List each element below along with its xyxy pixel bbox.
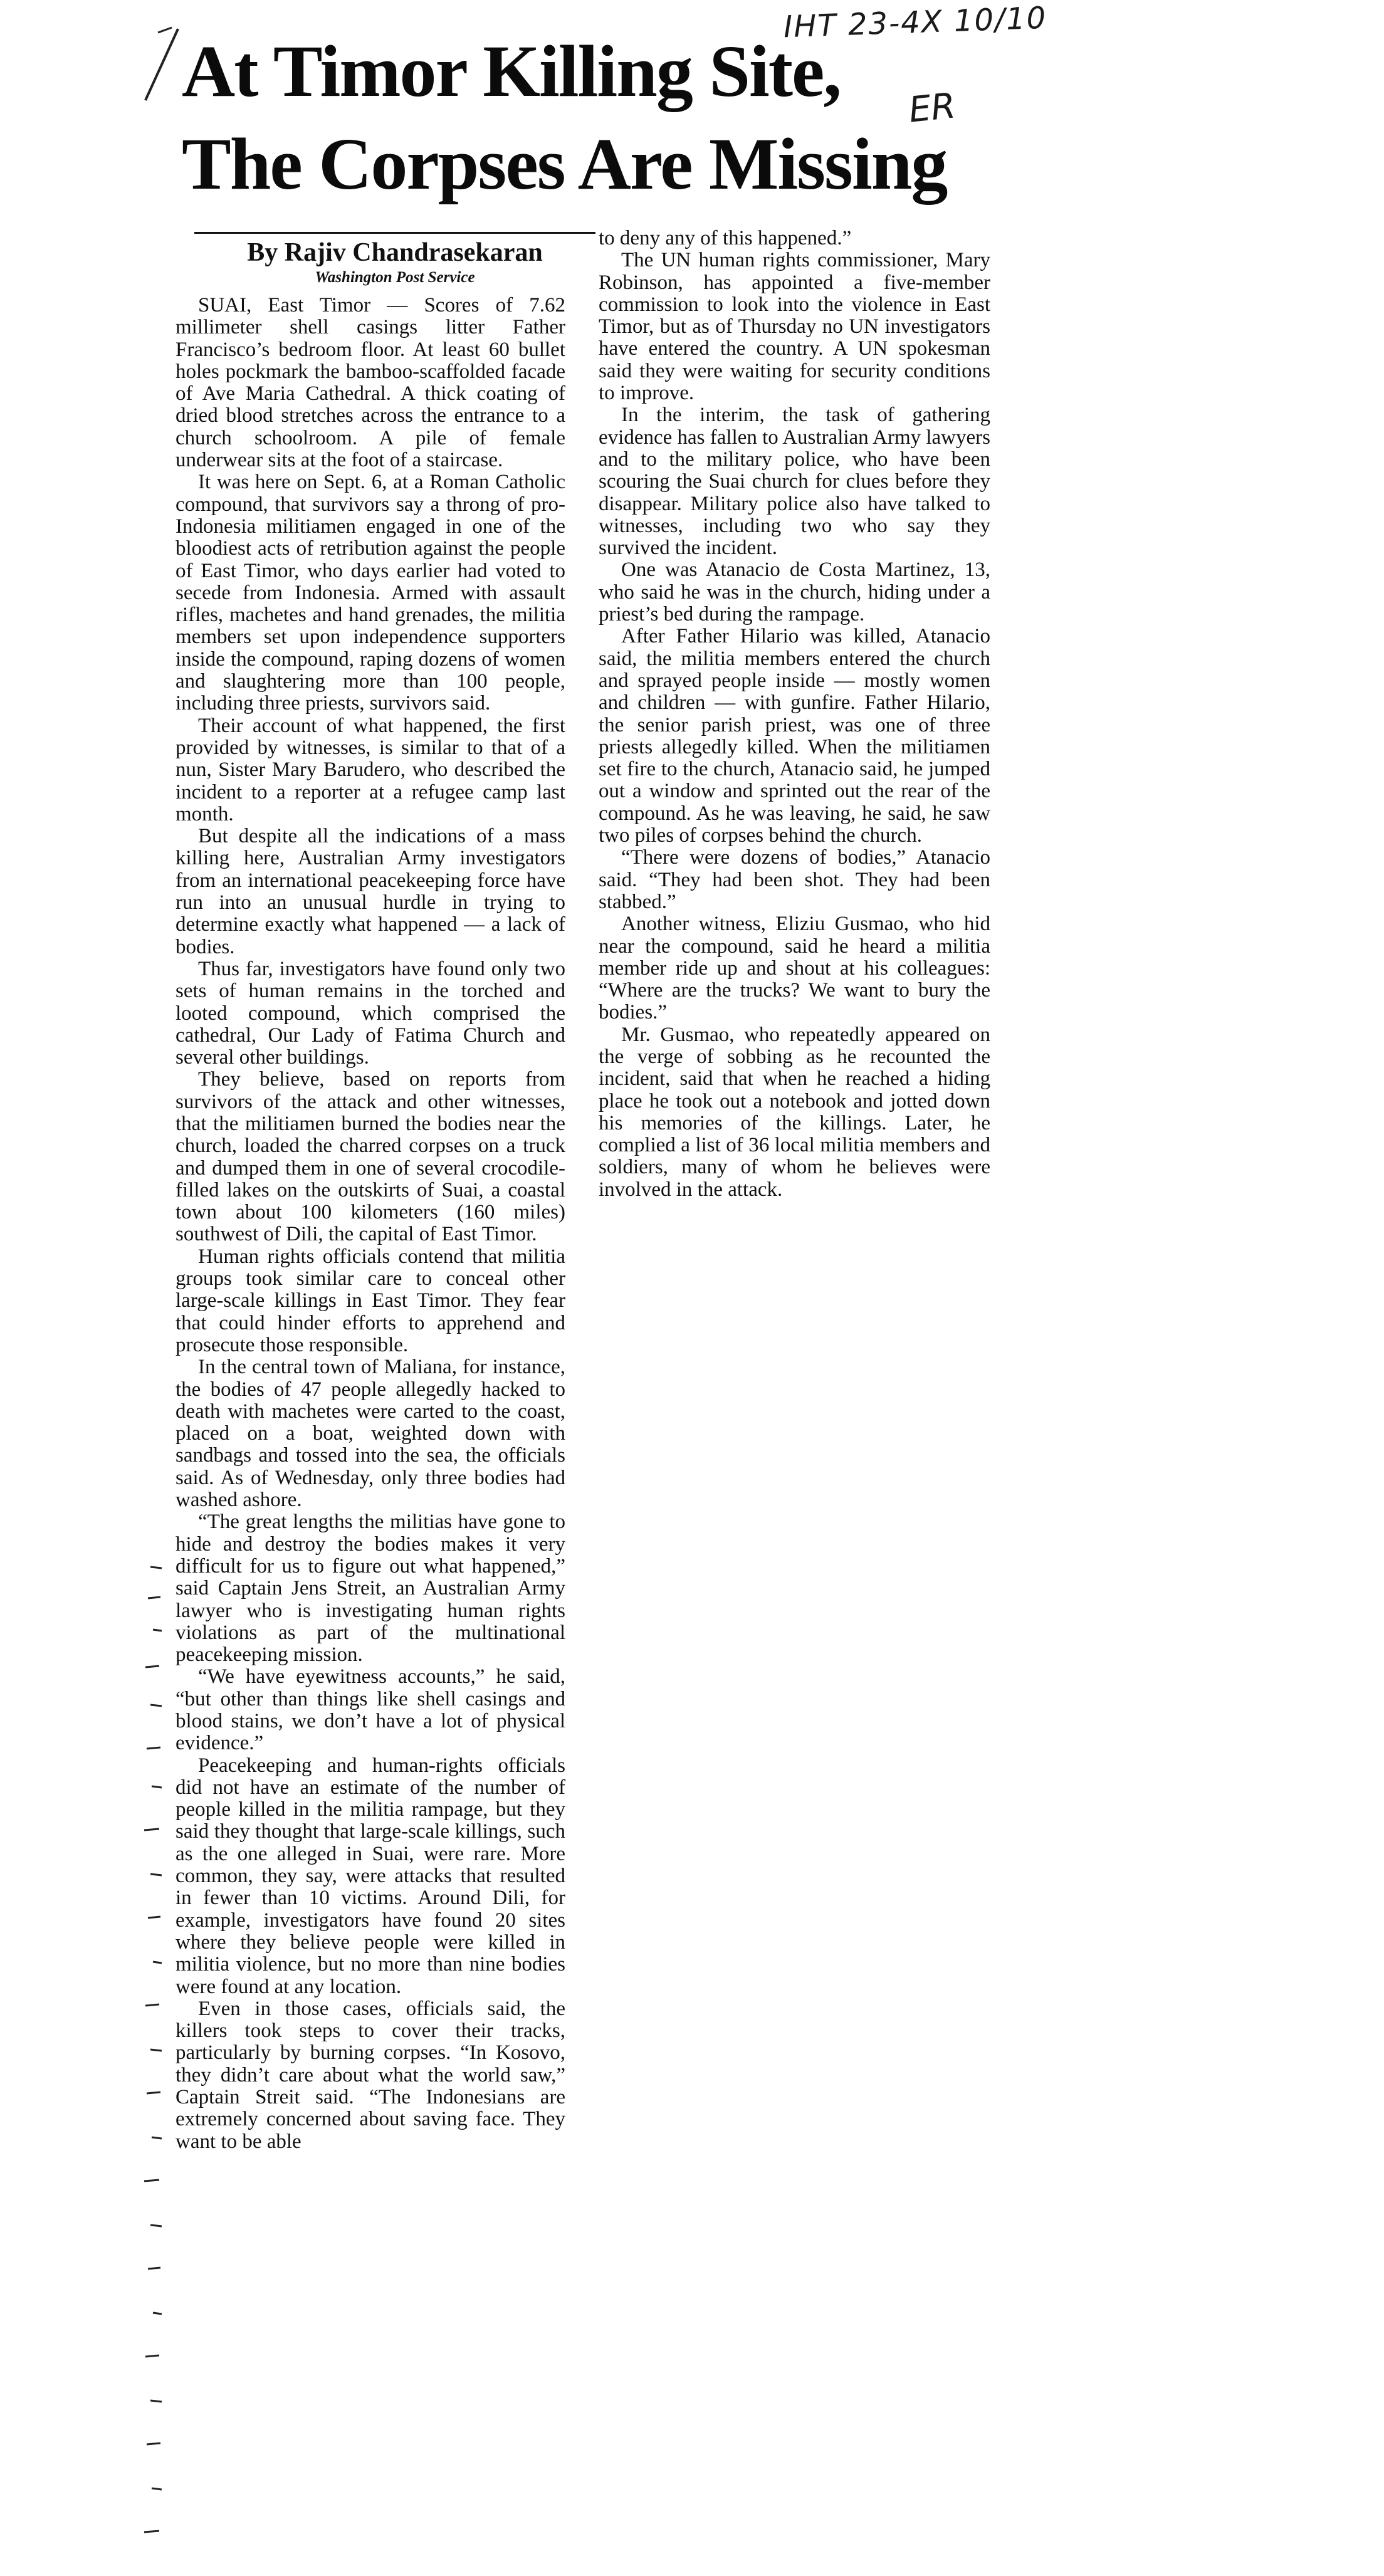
scan-edge-artifacts	[132, 1561, 163, 2563]
paragraph: SUAI, East Timor — Scores of 7.62 millimeter shell casings litter Father Francisco’s bedroom floor. At least 60 bullet holes pockmark the bamboo-scaffolded facade of Ave Maria Cathedral. A thick coating of dried blood stretches across the entrance to a church schoolroom. A pile of female underwear sits at the foot of a staircase.	[176, 294, 565, 472]
paragraph: Peacekeeping and human-rights officials did not have an estimate of the number of people killed in the militia rampage, but they said they thought that large-scale killings, such as the one alleged in Suai, were rare. More common, they say, were attacks that resulted in fewer than 10 victims. Around Dili, for example, investigators have found 20 sites where they believe people were killed in militia violence, but no more than nine bodies were found at any location.	[176, 1754, 565, 1998]
paragraph: Their account of what happened, the first provided by witnesses, is similar to that of a nun, Sister Mary Barudero, who described the incident to a reporter at a refugee camp last month.	[176, 714, 565, 825]
paragraph: The UN human rights commissioner, Mary Robinson, has appointed a five-member commission to look into the violence in East Timor, but as of Thursday no UN investigators have entered the country. A UN spokesman said they were waiting for security conditions to improve.	[599, 249, 990, 405]
paragraph: “The great lengths the militias have gone to hide and destroy the bodies makes it very difficult for us to figure out what happened,” said Captain Jens Streit, an Australian Army lawyer who is investigating human rights violations as part of the multinational peacekeeping mission.	[176, 1511, 565, 1667]
paragraph: One was Atanacio de Costa Martinez, 13, who said he was in the church, hiding under a priest’s bed during the rampage.	[599, 558, 990, 626]
paragraph: In the central town of Maliana, for instance, the bodies of 47 people allegedly hacked to death with machetes were carted to the coast, placed on a boat, weighted down with sandbags and tossed into the sea, the officials said. As of Wednesday, only three bodies had washed ashore.	[176, 1356, 565, 1512]
paragraph: “We have eyewitness accounts,” he said, “but other than things like shell casings and blood stains, we don’t have a lot of physical evidence.”	[176, 1665, 565, 1755]
article-column-right	[599, 228, 990, 1201]
paragraph: In the interim, the task of gathering evidence has fallen to Australian Army lawyers and to the military police, who have been scouring the Suai church for clues before they disappear. Military police also have talked to witnesses, including two who say they survived the incident.	[599, 404, 990, 560]
paragraph: Thus far, investigators have found only two sets of human remains in the torched and looted compound, which comprised the cathedral, Our Lady of Fatima Church and several other buildings.	[176, 957, 565, 1069]
paragraph: Mr. Gusmao, who repeatedly appeared on the verge of sobbing as he recounted the incident, said that when he reached a hiding place he took out a notebook and jotted down his memories of the killings. Later, he complied a list of 36 local militia members and soldiers, many of whom he believes were involved in the attack.	[599, 1023, 990, 1201]
paragraph: “There were dozens of bodies,” Atanacio said. “They had been shot. They had been stabbed.”	[599, 846, 990, 913]
headline	[182, 25, 997, 211]
byline-author: By Rajiv Chandrasekaran	[247, 238, 543, 267]
paragraph-continuation: to deny any of this happened.”	[599, 227, 852, 249]
paragraph: They believe, based on reports from survivors of the attack and other witnesses, that the militiamen burned the bodies near the church, loaded the charred corpses on a truck and dumped them in one of several crocodile-filled lakes on the outskirts of Suai, a coastal town about 100 kilometers (160 miles) southwest of Dili, the capital of East Timor.	[176, 1068, 565, 1246]
headline-line-1: At Timor Killing Site,	[182, 30, 841, 112]
paragraph: But despite all the indications of a mass killing here, Australian Army investigators from an international peacekeeping force have run into an unusual hurdle in trying to determine exactly what happened — a lack of bodies.	[176, 825, 565, 958]
handwritten-annotation: IHT 23-4X 10/10	[783, 0, 1048, 45]
article-column-left	[176, 295, 565, 2153]
paragraph: It was here on Sept. 6, at a Roman Catholic compound, that survivors say a throng of pro-Indonesia militiamen engaged in one of the bloodiest acts of retribution against the people of East Timor, who days earlier had voted to secede from Indonesia. Armed with assault rifles, machetes and hand grenades, the militia members set upon independence supporters inside the compound, raping dozens of women and slaughtering more than 100 people, including three priests, survivors said.	[176, 471, 565, 715]
byline-rule	[194, 232, 595, 234]
byline	[194, 237, 595, 287]
handwritten-slash-mark	[139, 25, 183, 107]
handwritten-initials: ER	[906, 85, 958, 131]
paragraph: After Father Hilario was killed, Atanacio said, the militia members entered the church and sprayed people inside — mostly women and children — with gunfire. Father Hilario, the senior parish priest, was one of three priests allegedly killed. When the militiamen set fire to the church, Atanacio said, he jumped out a window and sprinted out the rear of the compound. As he was leaving, he said, he saw two piles of corpses behind the church.	[599, 625, 990, 847]
headline-line-2: The Corpses Are Missing	[182, 123, 947, 205]
paragraph: Another witness, Eliziu Gusmao, who hid near the compound, said he heard a militia member ride up and shout at his colleagues: “Where are the trucks? We want to bury the bodies.”	[599, 913, 990, 1024]
byline-service: Washington Post Service	[315, 269, 475, 286]
paragraph: Even in those cases, officials said, the killers took steps to cover their tracks, particularly by burning corpses. “In Kosovo, they didn’t care about what the world saw,” Captain Streit said. “The Indonesians are extremely concerned about saving face. They want to be able	[176, 1997, 565, 2153]
paragraph: Human rights officials contend that militia groups took similar care to conceal other large-scale killings in East Timor. They fear that could hinder efforts to apprehend and prosecute those responsible.	[176, 1245, 565, 1356]
